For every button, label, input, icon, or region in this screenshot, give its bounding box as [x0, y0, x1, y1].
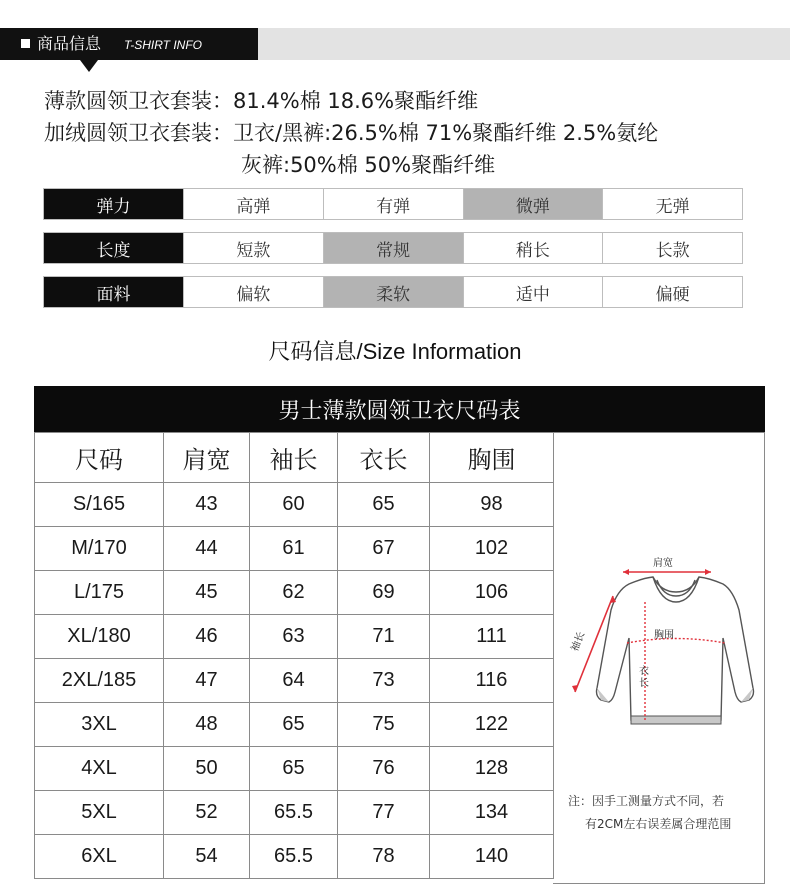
shoulder-label: 肩宽 — [653, 558, 673, 569]
table-cell: 47 — [164, 659, 250, 703]
table-cell: 48 — [164, 703, 250, 747]
table-cell: S/165 — [35, 483, 164, 527]
table-cell: 50 — [164, 747, 250, 791]
length-label — [639, 664, 649, 689]
table-cell: 5XL — [35, 791, 164, 835]
table-cell: 54 — [164, 835, 250, 879]
attribute-option: 稍长 — [463, 233, 603, 263]
attribute-option: 柔软 — [323, 277, 463, 307]
table-cell: 98 — [430, 483, 554, 527]
column-header-size: 尺码 — [35, 433, 164, 483]
column-header-sleeve: 袖长 — [250, 433, 338, 483]
table-row — [35, 659, 554, 703]
table-cell: 2XL/185 — [35, 659, 164, 703]
table-cell: 46 — [164, 615, 250, 659]
table-row — [35, 615, 554, 659]
table-cell: 6XL — [35, 835, 164, 879]
table-row — [35, 835, 554, 879]
attribute-option: 高弹 — [183, 189, 323, 219]
table-cell: 4XL — [35, 747, 164, 791]
table-cell: 75 — [338, 703, 430, 747]
attribute-option: 短款 — [183, 233, 323, 263]
sleeve-label: 袖长 — [569, 630, 588, 654]
table-cell: 63 — [250, 615, 338, 659]
table-cell: 77 — [338, 791, 430, 835]
table-cell: 65 — [250, 747, 338, 791]
table-cell: 43 — [164, 483, 250, 527]
attribute-label: 面料 — [44, 277, 183, 307]
attribute-row-elasticity — [43, 188, 743, 220]
attribute-label: 长度 — [44, 233, 183, 263]
size-table — [34, 432, 554, 879]
table-cell: 64 — [250, 659, 338, 703]
attribute-option: 常规 — [323, 233, 463, 263]
table-row — [35, 791, 554, 835]
table-cell: 65 — [338, 483, 430, 527]
sweatshirt-measurement-diagram — [553, 540, 765, 740]
sweatshirt-icon — [597, 577, 754, 720]
material-line-thin-set: 薄款圆领卫衣套装：81.4%棉 18.6%聚酯纤维 — [44, 89, 479, 113]
table-cell: 140 — [430, 835, 554, 879]
attribute-option: 微弹 — [463, 189, 603, 219]
table-cell: 116 — [430, 659, 554, 703]
column-header-length: 衣长 — [338, 433, 430, 483]
table-cell: M/170 — [35, 527, 164, 571]
measurement-note-line2: 有2CM左右误差属合理范围 — [585, 817, 732, 831]
table-cell: 65 — [250, 703, 338, 747]
table-row — [35, 483, 554, 527]
table-cell: 65.5 — [250, 791, 338, 835]
table-cell: 67 — [338, 527, 430, 571]
size-table-header-row — [35, 433, 554, 483]
table-cell: L/175 — [35, 571, 164, 615]
attribute-row-fabric — [43, 276, 743, 308]
svg-text:衣: 衣 — [639, 666, 649, 677]
table-cell: 3XL — [35, 703, 164, 747]
table-row — [35, 703, 554, 747]
size-section-title: 尺码信息/Size Information — [268, 339, 522, 364]
chest-label: 胸围 — [654, 630, 674, 641]
attribute-row-length — [43, 232, 743, 264]
table-row — [35, 571, 554, 615]
table-cell: 106 — [430, 571, 554, 615]
material-line-fleece-set: 加绒圆领卫衣套装：卫衣/黑裤:26.5%棉 71%聚酯纤维 2.5%氨纶 — [44, 121, 659, 145]
table-cell: 60 — [250, 483, 338, 527]
attribute-option: 无弹 — [602, 189, 742, 219]
table-cell: 65.5 — [250, 835, 338, 879]
table-cell: 52 — [164, 791, 250, 835]
attribute-label: 弹力 — [44, 189, 183, 219]
column-header-chest: 胸围 — [430, 433, 554, 483]
size-chart-title: 男士薄款圆领卫衣尺码表 — [34, 386, 765, 432]
table-cell: 76 — [338, 747, 430, 791]
table-cell: 102 — [430, 527, 554, 571]
table-cell: 71 — [338, 615, 430, 659]
material-line-grey-pants: 灰裤:50%棉 50%聚酯纤维 — [241, 153, 496, 177]
measurement-note-line1: 注：因手工测量方式不同，若 — [568, 794, 725, 808]
table-cell: 111 — [430, 615, 554, 659]
table-row — [35, 747, 554, 791]
table-cell: 44 — [164, 527, 250, 571]
table-cell: 73 — [338, 659, 430, 703]
header-pointer-icon — [80, 60, 98, 72]
table-cell: 69 — [338, 571, 430, 615]
attribute-option: 长款 — [602, 233, 742, 263]
table-cell: 61 — [250, 527, 338, 571]
table-cell: 62 — [250, 571, 338, 615]
table-cell: 134 — [430, 791, 554, 835]
attribute-option: 偏硬 — [602, 277, 742, 307]
header-bullet-icon — [21, 39, 30, 48]
column-header-shoulder: 肩宽 — [164, 433, 250, 483]
attribute-option: 适中 — [463, 277, 603, 307]
attribute-option: 偏软 — [183, 277, 323, 307]
table-cell: 45 — [164, 571, 250, 615]
table-cell: 78 — [338, 835, 430, 879]
header-title: 商品信息 — [37, 34, 102, 53]
attribute-option: 有弹 — [323, 189, 463, 219]
header-subtitle: T-SHIRT INFO — [124, 38, 203, 52]
svg-text:长: 长 — [639, 678, 649, 689]
table-cell: 122 — [430, 703, 554, 747]
table-cell: 128 — [430, 747, 554, 791]
table-row — [35, 527, 554, 571]
table-cell: XL/180 — [35, 615, 164, 659]
